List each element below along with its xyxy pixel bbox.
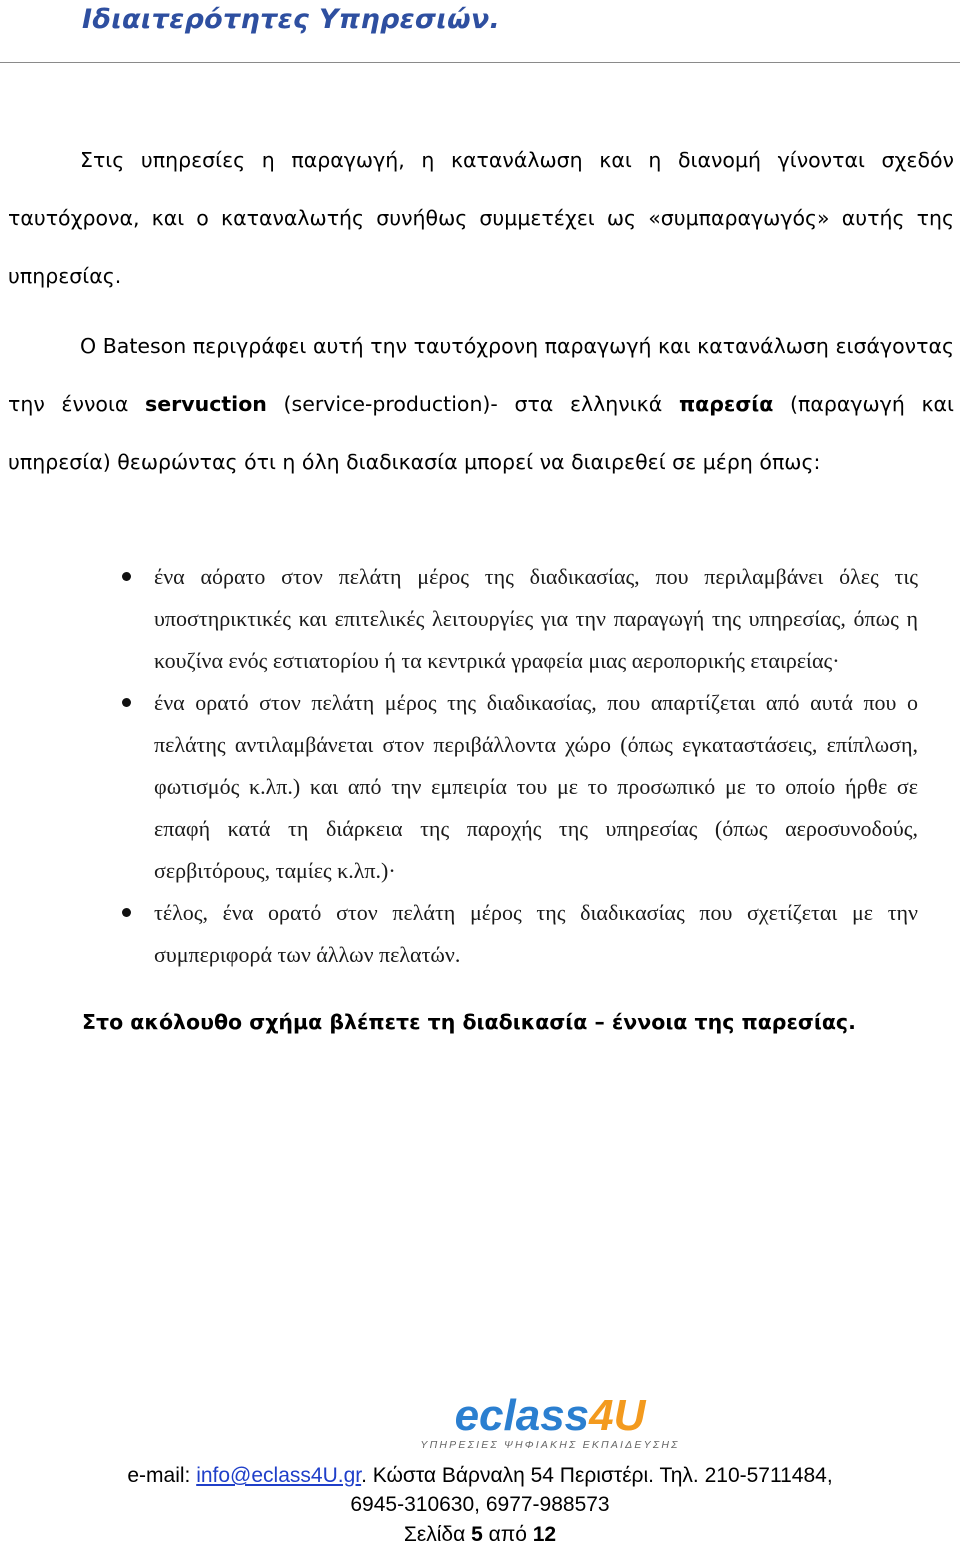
bullet-list [118,556,918,976]
paragraph-bateson [8,317,954,491]
list-item-text: τέλος, ένα ορατό στον πελάτη μέρος της διαδικασίας που σχετίζεται με την συμπεριφορά των άλλων πελατών. [154,900,918,967]
logo-brand-4u: 4U [589,1392,646,1440]
page-middle: από [482,1523,533,1546]
list-item [118,682,918,892]
eclass4u-logo [385,1392,715,1452]
bullet-icon [122,572,131,581]
svg-text:eclass4U [455,1392,647,1440]
logo-brand-eclass: eclass [454,1392,590,1440]
page-number [0,1521,960,1549]
closing-statement: Στο ακόλουθο σχήμα βλέπετε τη διαδικασία – έννοια της παρεσίας. [82,1010,856,1034]
footer-address: . Κώστα Βάρναλη 54 Περιστέρι. Τηλ. 210-5711484, [361,1464,833,1487]
term-servuction: servuction [145,392,267,416]
footer-phones: 6945-310630, 6977-988573 [350,1493,610,1516]
page-prefix: Σελίδα [403,1523,472,1546]
paragraph-bateson-part2: (service-production)- στα ελληνικά [266,392,679,416]
email-link[interactable]: info@eclass4U.gr [196,1464,362,1487]
page-current: 5 [471,1523,483,1546]
page-total: 12 [532,1523,557,1546]
bullet-icon [122,698,131,707]
footer-contact-line [0,1462,960,1490]
paragraph-intro [8,131,954,305]
list-item-text: ένα αόρατο στον πελάτη μέρος της διαδικασίας, που περιλαμβάνει όλες τις υποστηρικτικές και επιτελικές λειτουργίες για την παραγωγή της υπηρεσίας, όπως η κουζίνα ενός εστιατορίου ή τα κεντρικά γραφεία μιας αεροπορικής εταιρείας· [154,564,918,673]
bullet-icon [122,908,131,917]
list-item [118,556,918,682]
list-item [118,892,918,976]
list-item-text: ένα ορατό στον πελάτη μέρος της διαδικασίας, που απαρτίζεται από αυτά που ο πελάτης αντιλαμβάνεται στον περιβάλλοντα χώρο (όπως εγκαταστάσεις, επίπλωση, φωτισμός κ.λπ.) και από την εμπειρία του με το προσωπικό με το οποίο ήρθε σε επαφή κατά τη διάρκεια της παροχής της υπηρεσίας (όπως αεροσυνοδούς, σερβιτόρους, ταμίες κ.λπ.)· [154,690,918,883]
header-divider [0,62,960,63]
header-title: Ιδιαιτερότητες Υπηρεσιών. [82,4,501,35]
logo-tagline: ΥΠΗΡΕΣΙΕΣ ΨΗΦΙΑΚΗΣ ΕΚΠΑΙΔΕΥΣΗΣ [420,1439,680,1451]
paragraph-bateson-part3: (παραγωγή και υπηρεσία) θεωρώντας ότι η όλη διαδικασία μπορεί να διαιρεθεί σε μέρη όπως: [8,392,954,474]
term-paresia: παρεσία [678,392,774,416]
paragraph-bateson-part1: Ο Bateson περιγράφει αυτή την ταυτόχρονη παραγωγή και κατανάλωση εισάγοντας την έννοια [8,334,954,416]
footer-email-label: e-mail: [127,1464,197,1487]
paragraph-intro-text: Στις υπηρεσίες η παραγωγή, η κατανάλωση και η διανομή γίνονται σχεδόν ταυτόχρονα, και ο καταναλωτής συνήθως συμμετέχει ως «συμπαραγωγός» αυτής της υπηρεσίας. [8,148,954,288]
